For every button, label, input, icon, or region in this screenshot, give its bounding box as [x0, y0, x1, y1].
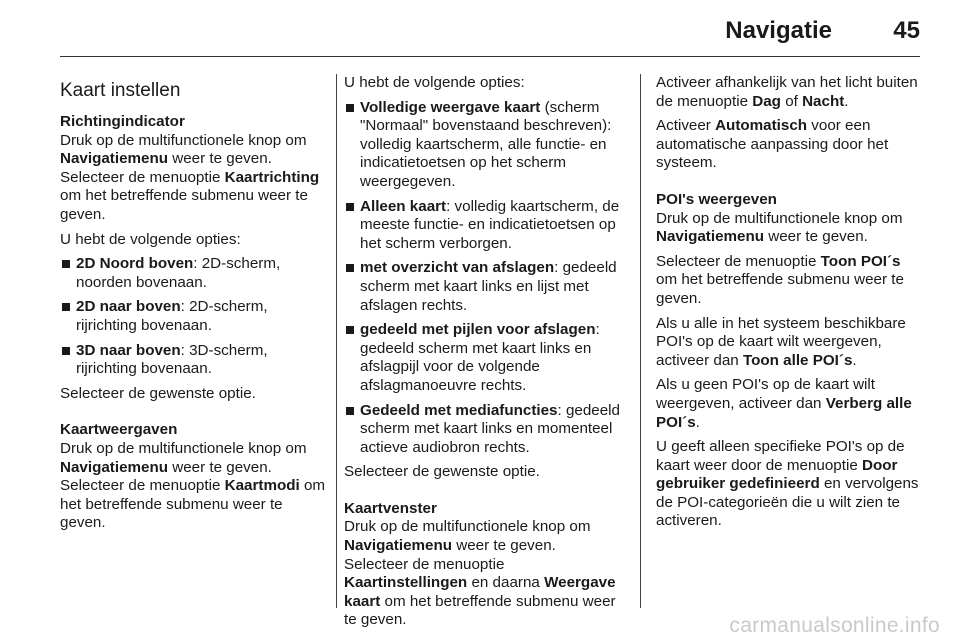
- column-2: [344, 74, 624, 636]
- page-number: 45: [893, 17, 920, 44]
- list-item: gedeeld met pijlen voor afslagen: gedeeld scherm met kaart links en afslagpijl voor de volgende afslagmanoeuvre rechts.: [344, 321, 624, 395]
- list-item: met overzicht van afslagen: gedeeld scherm met kaart links en lijst met afslagen rechts.: [344, 259, 624, 315]
- bullet-icon: [62, 260, 70, 268]
- paragraph: Selecteer de menuoptie Toon POI´s om het betreffende submenu weer te geven.: [656, 252, 904, 307]
- column-divider: [640, 74, 641, 608]
- list-item: 2D Noord boven: 2D-scherm, noorden bovenaan.: [60, 255, 328, 292]
- subheading: Kaartvenster: [344, 499, 437, 517]
- paragraph: U geeft alleen specifieke POI's op de kaart weer door de menuoptie Door gebruiker gedefinieerd en vervolgens de POI-categorieën die u wilt zien te activeren.: [656, 438, 919, 530]
- paragraph: Druk op de multifunctionele knop om Navigatiemenu weer te geven. Selecteer de menuoptie Kaartmodi om het betreffende submenu weer te geven.: [60, 439, 326, 532]
- paragraph: U hebt de volgende opties:: [60, 230, 241, 248]
- bullet-icon: [346, 104, 354, 112]
- paragraph: Activeer afhankelijk van het licht buiten de menuoptie Dag of Nacht.: [656, 74, 918, 110]
- list-item: 2D naar boven: 2D-scherm, rijrichting bovenaan.: [60, 298, 328, 335]
- bullet-icon: [346, 264, 354, 272]
- paragraph: Als u geen POI's op de kaart wilt weergeven, activeer dan Verberg alle POI´s.: [656, 376, 912, 431]
- paragraph: Druk op de multifunctionele knop om Navigatiemenu weer te geven.: [656, 209, 903, 246]
- watermark: carmanualsonline.info: [729, 614, 940, 637]
- subheading: Kaartweergaven: [60, 421, 178, 439]
- paragraph: U hebt de volgende opties:: [344, 74, 525, 91]
- paragraph: Druk op de multifunctionele knop om Navigatiemenu weer te geven. Selecteer de menuoptie Kaartrichting om het betreffende submenu weer te geven.: [60, 131, 320, 223]
- list-item: 3D naar boven: 3D-scherm, rijrichting bovenaan.: [60, 342, 328, 379]
- paragraph: Selecteer de gewenste optie.: [344, 463, 540, 481]
- paragraph: Selecteer de gewenste optie.: [60, 384, 256, 402]
- list-item: Volledige weergave kaart (scherm "Normaal" bovenstaand beschreven): volledig kaartscherm, alle functie- en indicatietoetsen op het scherm weergegeven.: [344, 99, 624, 192]
- page-header: [60, 0, 920, 57]
- bullet-icon: [62, 303, 70, 311]
- list-item: Alleen kaart: volledig kaartscherm, de meeste functie- en indicatietoetsen op het scherm verborgen.: [344, 198, 624, 254]
- paragraph: Activeer Automatisch voor een automatische aanpassing door het systeem.: [656, 117, 889, 172]
- paragraph: Druk op de multifunctionele knop om Navigatiemenu weer te geven. Selecteer de menuoptie Kaartinstellingen en daarna Weergave kaart om het betreffende submenu weer te geven.: [344, 518, 616, 629]
- list-item: Gedeeld met mediafuncties: gedeeld scherm met kaart links en momenteel actieve audiobron rechts.: [344, 402, 624, 458]
- section-title: Kaart instellen: [60, 80, 181, 101]
- page-title: Navigatie: [725, 17, 832, 44]
- bullet-icon: [346, 326, 354, 334]
- option-list: [344, 99, 624, 458]
- bullet-icon: [346, 407, 354, 415]
- bullet-icon: [346, 203, 354, 211]
- subheading: POI's weergeven: [656, 190, 777, 208]
- column-1: [60, 74, 328, 539]
- bullet-icon: [62, 347, 70, 355]
- paragraph: Als u alle in het systeem beschikbare POI's op de kaart wilt weergeven, activeer dan Toon alle POI´s.: [656, 314, 906, 369]
- subheading: Richtingindicator: [60, 113, 185, 130]
- column-3: [656, 74, 924, 537]
- column-divider: [336, 74, 337, 608]
- option-list: [60, 255, 328, 379]
